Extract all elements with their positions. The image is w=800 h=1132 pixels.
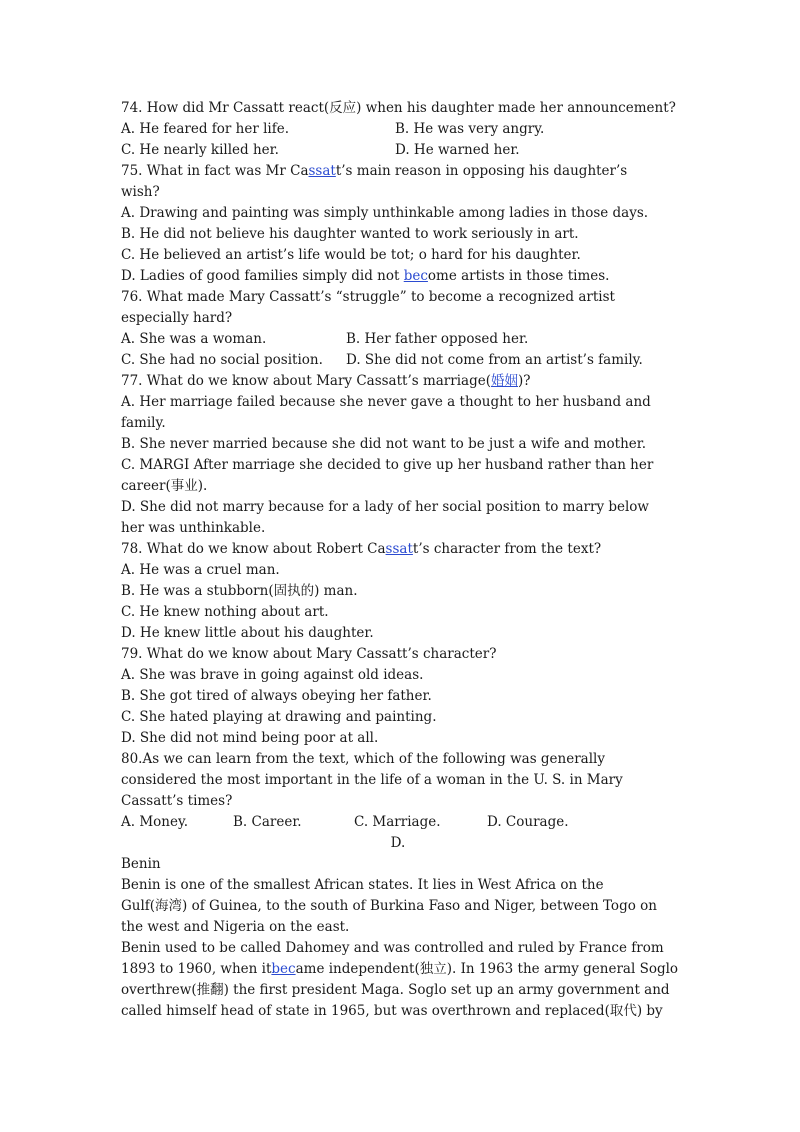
- question-78-stem-text-end: t’s character from the text?: [412, 541, 602, 557]
- question-79-option-a: A. She was brave in going against old ideas.: [121, 667, 424, 683]
- question-74-option-a: A. He feared for her life.: [121, 121, 290, 137]
- question-78-option-a: A. He was a cruel man.: [121, 562, 280, 578]
- question-78-stem: [121, 539, 681, 560]
- question-77-option-c: C. MARGI After marriage she decided to give up her husband rather than her: [121, 457, 654, 473]
- question-74-option-c: C. He nearly killed her.: [121, 142, 279, 158]
- question-76-option-b: B. Her father opposed her.: [346, 331, 529, 347]
- question-75-option-d: [121, 266, 681, 287]
- question-78-option-d: D. He knew little about his daughter.: [121, 625, 374, 641]
- question-78-stem-link[interactable]: ssat: [385, 541, 413, 557]
- question-75-option-c: C. He believed an artist’s life would be tot; o hard for his daughter.: [121, 247, 581, 263]
- question-74-option-b: B. He was very angry.: [395, 121, 545, 137]
- question-75-option-a: A. Drawing and painting was simply unthinkable among ladies in those days.: [121, 205, 649, 221]
- question-77-stem-text: 77. What do we know about Mary Cassatt’s marriage(: [121, 373, 491, 389]
- question-75-option-d-text: D. Ladies of good families simply did not: [121, 268, 404, 284]
- question-74-stem: 74. How did Mr Cassatt react(反应) when his daughter made her announcement?: [121, 100, 676, 116]
- document-page: [121, 98, 681, 1022]
- question-80-option-b: B. Career.: [233, 814, 302, 830]
- question-75-option-d-text-end: ome artists in those times.: [427, 268, 610, 284]
- passage-paragraph-2-line-1: Benin used to be called Dahomey and was controlled and ruled by France from: [121, 940, 664, 956]
- question-80-trailing-option: D.: [390, 835, 406, 851]
- question-74-options-row-2: [121, 140, 681, 161]
- question-77-stem: [121, 371, 681, 392]
- passage-title: Benin: [121, 856, 161, 872]
- question-77-option-a: A. Her marriage failed because she never gave a thought to her husband and: [121, 394, 651, 410]
- passage-paragraph-1-line-1: Benin is one of the smallest African states. It lies in West Africa on the: [121, 877, 604, 893]
- question-77-option-d-continued: her was unthinkable.: [121, 520, 266, 536]
- passage-text-end: ame independent(独立). In 1963 the army general Soglo: [295, 961, 679, 977]
- passage-paragraph-2-line-4: called himself head of state in 1965, but was overthrown and replaced(取代) by: [121, 1003, 663, 1019]
- question-74-option-d: D. He warned her.: [395, 142, 520, 158]
- question-76-stem-continued: especially hard?: [121, 310, 233, 326]
- question-75-option-d-link[interactable]: bec: [403, 268, 428, 284]
- question-78-option-c: C. He knew nothing about art.: [121, 604, 329, 620]
- question-80-stem-end: Cassatt’s times?: [121, 793, 233, 809]
- question-77-option-c-continued: career(事业).: [121, 478, 208, 494]
- question-79-stem: 79. What do we know about Mary Cassatt’s character?: [121, 646, 497, 662]
- passage-paragraph-2-line-2: [121, 959, 681, 980]
- passage-paragraph-1-line-2: Gulf(海湾) of Guinea, to the south of Burkina Faso and Niger, between Togo on: [121, 898, 657, 914]
- question-75-stem-text-end: t’s main reason in opposing his daughter’s: [335, 163, 628, 179]
- question-76-option-a: A. She was a woman.: [121, 331, 267, 347]
- question-80-option-d: D. Courage.: [487, 814, 569, 830]
- question-78-stem-text: 78. What do we know about Robert Ca: [121, 541, 386, 557]
- passage-paragraph-1-line-3: the west and Nigeria on the east.: [121, 919, 350, 935]
- question-77-stem-link[interactable]: 婚姻: [490, 373, 518, 389]
- question-80-option-c: C. Marriage.: [354, 814, 441, 830]
- question-79-option-c: C. She hated playing at drawing and painting.: [121, 709, 437, 725]
- passage-paragraph-2-line-3: overthrew(推翻) the first president Maga. Soglo set up an army government and: [121, 982, 670, 998]
- question-74-options-row-1: [121, 119, 681, 140]
- passage-link[interactable]: bec: [271, 961, 296, 977]
- question-79-option-d: D. She did not mind being poor at all.: [121, 730, 379, 746]
- question-80-options-row: [121, 812, 681, 833]
- question-77-option-a-continued: family.: [121, 415, 166, 431]
- question-76-option-d: D. She did not come from an artist’s family.: [346, 352, 643, 368]
- question-76-stem: 76. What made Mary Cassatt’s “struggle” to become a recognized artist: [121, 289, 615, 305]
- question-77-option-b: B. She never married because she did not want to be just a wife and mother.: [121, 436, 647, 452]
- question-75-stem-continued: wish?: [121, 184, 160, 200]
- question-76-options-row-2: [121, 350, 681, 371]
- question-75-stem-text: 75. What in fact was Mr Ca: [121, 163, 309, 179]
- question-79-option-b: B. She got tired of always obeying her father.: [121, 688, 432, 704]
- passage-text: 1893 to 1960, when it: [121, 961, 272, 977]
- question-80-option-a: A. Money.: [121, 814, 189, 830]
- question-75-stem: [121, 161, 681, 182]
- question-76-option-c: C. She had no social position.: [121, 352, 323, 368]
- question-78-option-b: B. He was a stubborn(固执的) man.: [121, 583, 358, 599]
- question-77-stem-text-end: )?: [517, 373, 531, 389]
- question-76-options-row-1: [121, 329, 681, 350]
- question-80-stem: 80.As we can learn from the text, which of the following was generally: [121, 751, 605, 767]
- question-77-option-d: D. She did not marry because for a lady of her social position to marry below: [121, 499, 649, 515]
- question-75-option-b: B. He did not believe his daughter wanted to work seriously in art.: [121, 226, 579, 242]
- question-75-stem-link[interactable]: ssat: [308, 163, 336, 179]
- question-80-stem-continued: considered the most important in the life of a woman in the U. S. in Mary: [121, 772, 623, 788]
